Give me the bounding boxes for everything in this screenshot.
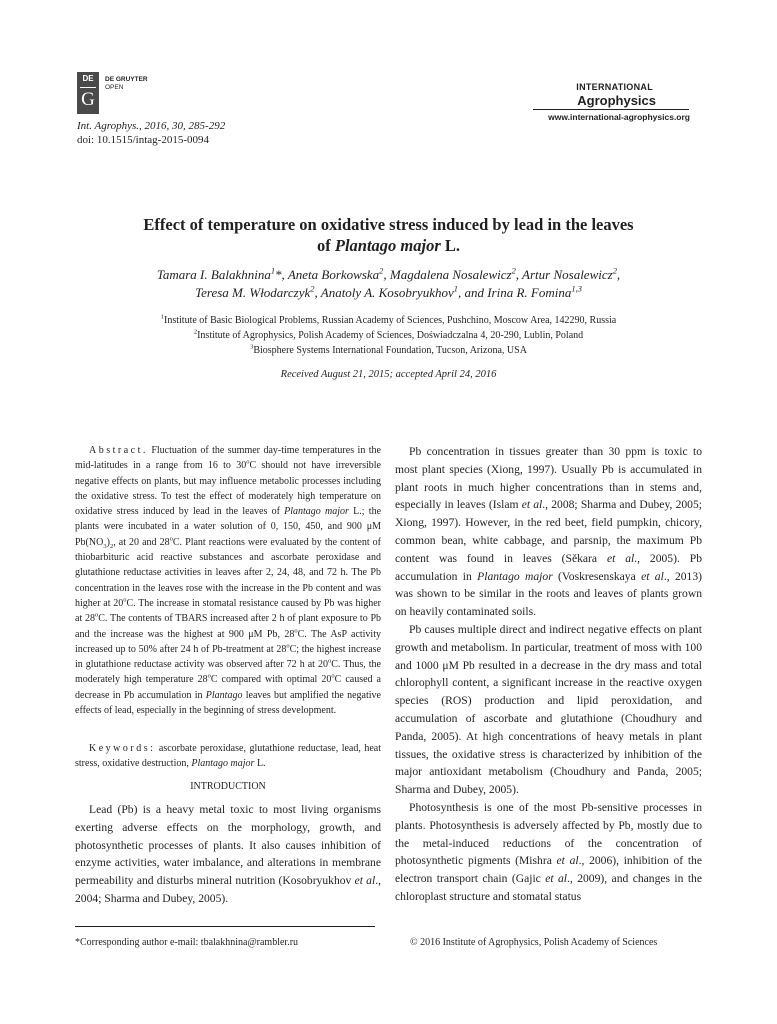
abstract-text: C; the highest increase in glutathione reductase activity was observed after 72 h at 20 — [75, 643, 382, 671]
et-al: et al — [545, 872, 568, 886]
abstract-paragraph — [75, 443, 381, 718]
title-species: Plantago major — [334, 236, 441, 255]
body-text: Pb causes multiple direct and indirect negative effects on plant growth and metabolism. In particular, treatment of moss with 100 and 1000 μM Pb resulted in a decrease in the dry mass and total chlorophyll content, a significant increase in the reactive oxygen species (ROS) production and lipid peroxidation, and accumulation of ascorbate and glutathione (Choudhury and Panda, 2005). At high concentrations of heavy metals in plant tissues, the oxidative stress is characterized by inhibition of the major antioxidant metabolism (Choudhury and Panda, 2005; Sharma and Dubey, 2005). — [395, 622, 702, 797]
et-al: et al — [521, 498, 543, 512]
author-mark: 2 — [310, 283, 315, 294]
abstract-text: C. Thus, the moderately high temperature 28 — [75, 659, 381, 686]
degree-mark: o — [94, 611, 99, 619]
abstract-text: ) — [106, 536, 110, 548]
doi: doi: 10.1515/intag-2015-0094 — [77, 134, 209, 146]
body-text: ., 2004; Sharma and Dubey, 2005). — [75, 874, 381, 905]
journal-divider — [533, 109, 689, 110]
affiliation-mark: 2 — [193, 328, 198, 336]
abstract-text: , at 20 and 28 — [113, 536, 170, 548]
logo-de-text: DE — [82, 74, 94, 83]
publisher-name — [105, 76, 148, 92]
abstract-text: C should not have irreversible negative effects on plants, but may influence metabolic processes including the oxidative stress. To test the effect of moderately high temperature on oxidative stress induced by lead in the leaves of — [75, 460, 381, 518]
body-paragraph — [75, 801, 381, 908]
degree-mark: o — [294, 627, 298, 635]
abstract-text: C. The contents of TBARS increased after 2 h of plant exposure to Pb and the increase was the highest at 900 μM Pb, 28 — [75, 613, 382, 640]
abstract-text: C caused a decrease in Pb accumulation in — [75, 674, 381, 701]
de-gruyter-logo — [77, 72, 99, 114]
abstract-text: C. The AsP activity increased up to 50% after 24 h of Pb-treatment at 28 — [75, 628, 381, 655]
introduction-text — [75, 801, 381, 908]
body-paragraph — [395, 443, 702, 621]
body-text: (Voskresenskaya — [552, 569, 642, 583]
species-name: Plantago major — [477, 569, 553, 583]
article-title — [60, 214, 717, 256]
logo-g-text: G — [81, 89, 95, 110]
publisher-subtitle: OPEN — [105, 84, 124, 91]
separator: , — [616, 267, 621, 282]
degree-mark: o — [123, 596, 127, 604]
author-mark: 2 — [379, 265, 384, 276]
et-al: et al — [354, 874, 376, 888]
journal-name-line2: Agrophysics — [577, 93, 656, 108]
footnote-divider — [75, 926, 375, 927]
corresponding-mark: *, — [275, 267, 288, 282]
received-dates: Received August 21, 2015; accepted April 24, 2016 — [280, 369, 497, 380]
abstract-species: Plantago major — [284, 506, 349, 518]
author-mark: 2 — [612, 265, 617, 276]
affiliation-item — [60, 313, 717, 328]
keywords-end: L. — [254, 758, 266, 770]
publisher-title: DE GRUYTER — [105, 76, 148, 83]
body-paragraph — [395, 621, 702, 799]
logo-divider — [80, 87, 96, 88]
body-text: Photosynthesis is one of the most Pb-sensitive processes in plants. Photosynthesis is adversely affected by Pb, mostly due to the metal-induced reductions of the concentration of photosynthetic pigments (Mishra — [395, 800, 702, 868]
separator: , — [457, 285, 465, 300]
degree-mark: o — [286, 642, 290, 650]
title-line1: Effect of temperature on oxidative stress induced by lead in the leaves — [143, 215, 634, 234]
affiliation-item — [60, 328, 717, 343]
separator: , — [383, 267, 390, 282]
journal-name-line1: INTERNATIONAL — [576, 82, 653, 92]
affiliation-text: Biosphere Systems International Foundation, Tucson, Arizona, USA — [253, 345, 527, 356]
right-column — [395, 443, 702, 906]
affiliation-item — [60, 343, 717, 358]
author-mark: 2 — [511, 265, 516, 276]
abstract-genus: Plantago — [205, 689, 243, 701]
journal-reference: Int. Agrophys., 2016, 30, 285-292 — [77, 120, 226, 132]
keywords — [75, 741, 381, 772]
abstract-text: L.; the plants were incubated in a water solution of 0, 150, 450, and 900 μM Pb(NO — [75, 506, 382, 548]
body-text: ., 2013) was shown to be similar in the roots and leaves of plants grown on heavily contaminated soils. — [395, 569, 702, 619]
keywords-label: Keywords: — [89, 743, 156, 754]
affiliations — [60, 313, 717, 358]
keywords-paragraph — [75, 741, 381, 772]
et-al: et al — [641, 569, 664, 583]
author: and Irina R. Fomina — [464, 285, 572, 300]
section-heading-introduction: INTRODUCTION — [190, 781, 266, 792]
author: Magdalena Nosalewicz — [389, 267, 512, 282]
author-line2 — [60, 284, 717, 302]
abstract-text: C. Plant reactions were evaluated by the content of thiobarbituric acid reactive substances and ascorbate peroxidase and glutathione reductase activities in leaves after 2, 24, 48, and 72 h. The Pb concentration in the leaves rose with the increase in the Pb content and was higher at 20 — [75, 536, 382, 609]
abstract-text: C. The increase in stomatal resistance caused by Pb was higher at 28 — [75, 597, 382, 625]
body-text: ., 2005). Pb accumulation in — [395, 551, 702, 583]
et-al: et al — [606, 551, 635, 565]
affiliation-text: Institute of Agrophysics, Polish Academy of Sciences, Doświadczalna 4, 20-290, Lublin, Poland — [197, 330, 584, 341]
degree-mark: o — [169, 535, 173, 543]
subscript: 3 — [103, 542, 107, 550]
copyright: © 2016 Institute of Agrophysics, Polish Academy of Sciences — [410, 937, 658, 948]
separator: , — [515, 267, 523, 282]
author-mark: 1,3 — [571, 283, 582, 294]
author: Artur Nosalewicz — [522, 267, 613, 282]
title-pre: of — [316, 236, 335, 255]
author-line1 — [60, 266, 717, 284]
body-paragraph — [395, 799, 702, 906]
title-post: L. — [440, 236, 461, 255]
author: Aneta Borkowska — [287, 267, 380, 282]
degree-mark: o — [331, 673, 335, 681]
author: Teresa M. Włodarczyk — [195, 285, 311, 300]
body-text: ., 2006), inhibition of the electron transport chain (Gajic — [395, 854, 702, 886]
affiliation-mark: 3 — [250, 343, 254, 351]
body-text: ., 2008; Sharma and Dubey, 2005; Xiong, 1997). However, in the red beet, field pumpkin, chicory, common bean, white cabbage, and parsnip, the maximum Pb content was found in leaves (Sěkara — [395, 498, 702, 565]
abstract-text: C compared with optimal 20 — [210, 674, 332, 686]
affiliation-text: Institute of Basic Biological Problems, Russian Academy of Sciences, Pushchino, Moscow Area, 142290, Russia — [164, 315, 617, 326]
abstract-text: leaves but amplified the negative effects of lead, especially in the beginning of stress development. — [75, 689, 381, 717]
subscript: 2 — [109, 542, 114, 550]
body-text: Lead (Pb) is a heavy metal toxic to most living organisms exerting adverse effects on the morphology, growth, and photosynthetic processes of plants. It also causes inhibition of enzyme activities, water imbalance, and alterations in membrane permeability and disturbs mineral nutrition (Kosobryukhov — [75, 803, 381, 888]
corresponding-author-footnote: *Corresponding author e-mail: tbalakhnina@rambler.ru — [75, 937, 299, 948]
abstract — [75, 443, 381, 718]
author: Tamara I. Balakhnina — [156, 267, 271, 282]
degree-mark: o — [327, 657, 332, 665]
author: Anatoly A. Kosobryukhov — [320, 285, 454, 300]
degree-mark: o — [207, 673, 211, 681]
title-line2 — [60, 235, 717, 256]
separator: , — [314, 285, 321, 300]
et-al: et al — [556, 854, 579, 868]
journal-url: www.international-agrophysics.org — [548, 112, 690, 122]
abstract-text: Fluctuation of the summer day-time temperatures in the mid-latitudes in a range from 16 to 30 — [75, 445, 381, 472]
author-list — [60, 266, 717, 302]
keywords-text: ascorbate peroxidase, glutathione reductase, lead, heat stress, oxidative destruction, — [75, 743, 381, 770]
affiliation-mark: 1 — [160, 313, 165, 321]
keywords-species: Plantago major — [191, 758, 255, 770]
abstract-label: Abstract. — [89, 445, 148, 456]
author-mark: 1 — [453, 283, 458, 294]
author-mark: 1 — [270, 265, 276, 276]
degree-mark: o — [246, 458, 250, 466]
body-text: Pb concentration in tissues greater than 30 ppm is toxic to most plant species (Xiong, 1997). Usually Pb is accumulated in plant roots in much higher concentrations than in stems and, especially in leaves (Islam — [395, 445, 702, 512]
body-text: ., 2009), and changes in the chloroplast structure and stomatal status — [395, 872, 703, 903]
